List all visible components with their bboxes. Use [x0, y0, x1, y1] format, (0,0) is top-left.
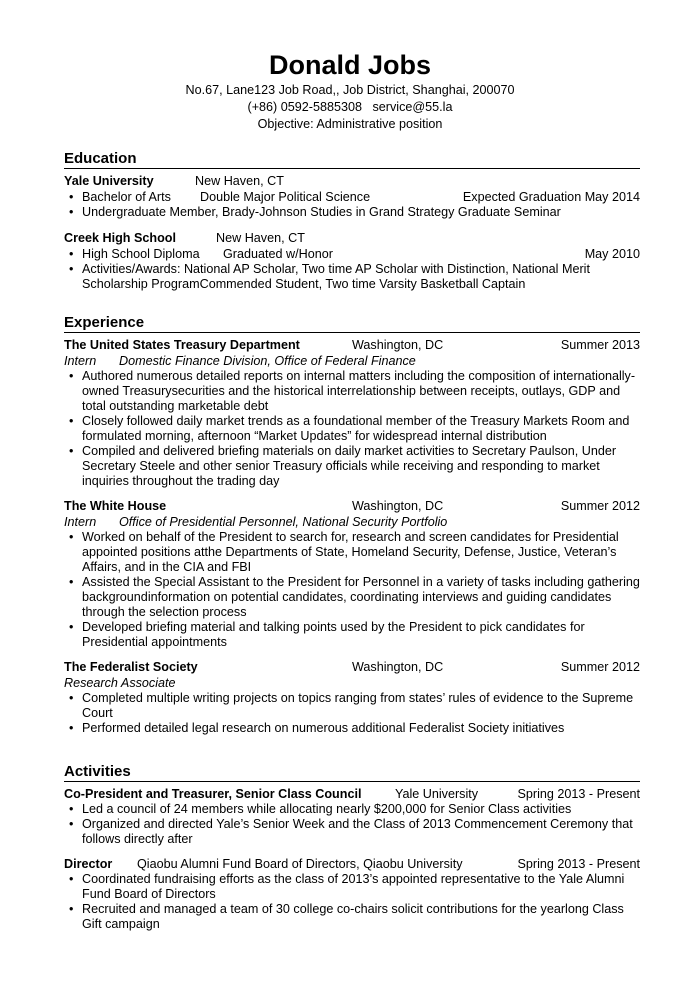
- entry-date: Spring 2013 - Present: [517, 857, 640, 871]
- email: service@55.la: [372, 100, 453, 114]
- honor: Graduated w/Honor: [223, 247, 333, 261]
- yale-bullets: [64, 205, 640, 220]
- division: Domestic Finance Division, Office of Federal Finance: [119, 354, 416, 368]
- school-name: Yale University: [64, 174, 154, 188]
- address-line: No.67, Lane123 Job Road,, Job District, Shanghai, 200070: [185, 83, 515, 97]
- list-item: • Worked on behalf of the President to search for, research and screen candidates for Presidential appointed positions atthe Departments of State, Homeland Security, Defense, Justice, Veteran’s Affairs, and in the CIA and FBI: [64, 530, 640, 575]
- candidate-name: Donald Jobs: [268, 50, 431, 80]
- role-row: [64, 514, 640, 530]
- role: Intern: [64, 354, 97, 368]
- entry-date: Summer 2012: [560, 660, 640, 674]
- entry-date: Summer 2013: [560, 338, 640, 352]
- contact-line: [0, 99, 700, 116]
- major: Double Major Political Science: [200, 190, 371, 204]
- activity-role: Co-President and Treasurer, Senior Class Council: [64, 787, 362, 801]
- federalist-bullets: [64, 691, 640, 736]
- section-title-experience: Experience: [64, 314, 640, 333]
- entry-date: Summer 2012: [560, 499, 640, 513]
- role-row: [64, 353, 640, 369]
- list-item: • Compiled and delivered briefing materials on daily market activities to Secretary Paulson, Under Secretary Steele and other senior Treasury officials while receiving and responding to market inquiries throughout the trading day: [64, 444, 640, 489]
- graduation-date: May 2010: [584, 247, 640, 261]
- list-item: • Led a council of 24 members while allocating nearly $200,000 for Senior Class activities: [64, 802, 640, 817]
- phone: (+86) 0592-5885308: [247, 100, 362, 114]
- list-item: • Authored numerous detailed reports on internal matters including the composition of internationally-owned Treasurysecurities and the historical interrelationship between receipts, outlays, GDP and total outstanding marketable debt: [64, 369, 640, 414]
- degree: Bachelor of Arts: [82, 190, 171, 204]
- school-location: New Haven, CT: [195, 174, 284, 188]
- list-item: • Performed detailed legal research on numerous additional Federalist Society initiatives: [64, 721, 640, 736]
- degree: High School Diploma: [82, 247, 200, 261]
- list-item: • Developed briefing material and talking points used by the President to pick candidates for Presidential appointments: [64, 620, 640, 650]
- list-item: • Assisted the Special Assistant to the President for Personnel in a variety of tasks including gathering backgroundinformation on potential candidates, coordinating interviews and guiding candidates through the selection process: [64, 575, 640, 620]
- org-location: Washington, DC: [352, 338, 444, 352]
- list-item: • Closely followed daily market trends as a foundational member of the Treasury Markets Room and formulated morning, afternoon “Market Updates” for widespread internal distribution: [64, 414, 640, 444]
- division: Office of Presidential Personnel, National Security Portfolio: [119, 515, 448, 529]
- entry-whitehouse: [64, 498, 640, 514]
- objective-line: Objective: Administrative position: [257, 117, 443, 131]
- entry-director: [64, 856, 640, 872]
- list-item: • Organized and directed Yale’s Senior Week and the Class of 2013 Commencement Ceremony that follows directly after: [64, 817, 640, 847]
- list-item: • Recruited and managed a team of 30 college co-chairs solicit contributions for the yearlong Class Gift campaign: [64, 902, 640, 932]
- creek-bullets: [64, 262, 640, 292]
- treasury-bullets: [64, 369, 640, 489]
- entry-treasury: [64, 337, 640, 353]
- entry-yale: [64, 173, 640, 189]
- school-location: New Haven, CT: [216, 231, 305, 245]
- degree-row: [64, 246, 640, 262]
- list-item: • Activities/Awards: National AP Scholar, Two time AP Scholar with Distinction, National Merit Scholarship ProgramCommended Student, Two time Varsity Basketball Captain: [64, 262, 640, 292]
- resume-header: [0, 48, 700, 133]
- entry-federalist: [64, 659, 640, 675]
- school-name: Creek High School: [64, 231, 176, 245]
- entry-council: [64, 786, 640, 802]
- council-bullets: [64, 802, 640, 847]
- degree-row: [64, 189, 640, 205]
- activity-role: Director: [64, 857, 113, 871]
- org-location: Washington, DC: [352, 660, 444, 674]
- activity-org: Yale University: [395, 787, 479, 801]
- org-location: Washington, DC: [352, 499, 444, 513]
- section-title-education: Education: [64, 150, 640, 169]
- director-bullets: [64, 872, 640, 932]
- section-title-activities: Activities: [64, 763, 640, 782]
- role-row: [64, 675, 640, 691]
- experience-section: [64, 314, 640, 736]
- activity-org: Qiaobu Alumni Fund Board of Directors, Qiaobu University: [137, 857, 463, 871]
- role: Research Associate: [64, 676, 176, 690]
- role: Intern: [64, 515, 97, 529]
- list-item: • Coordinated fundraising efforts as the class of 2013’s appointed representative to the Yale Alumni Fund Board of Directors: [64, 872, 640, 902]
- list-item: • Completed multiple writing projects on topics ranging from states’ rules of evidence to the Supreme Court: [64, 691, 640, 721]
- org-name: The United States Treasury Department: [64, 338, 300, 352]
- graduation-date: Expected Graduation May 2014: [462, 190, 640, 204]
- org-name: The Federalist Society: [64, 660, 198, 674]
- org-name: The White House: [64, 499, 167, 513]
- education-section: [64, 150, 640, 292]
- list-item: • Undergraduate Member, Brady-Johnson Studies in Grand Strategy Graduate Seminar: [64, 205, 640, 220]
- activities-section: [64, 763, 640, 932]
- entry-date: Spring 2013 - Present: [517, 787, 640, 801]
- entry-creek: [64, 230, 640, 246]
- whitehouse-bullets: [64, 530, 640, 650]
